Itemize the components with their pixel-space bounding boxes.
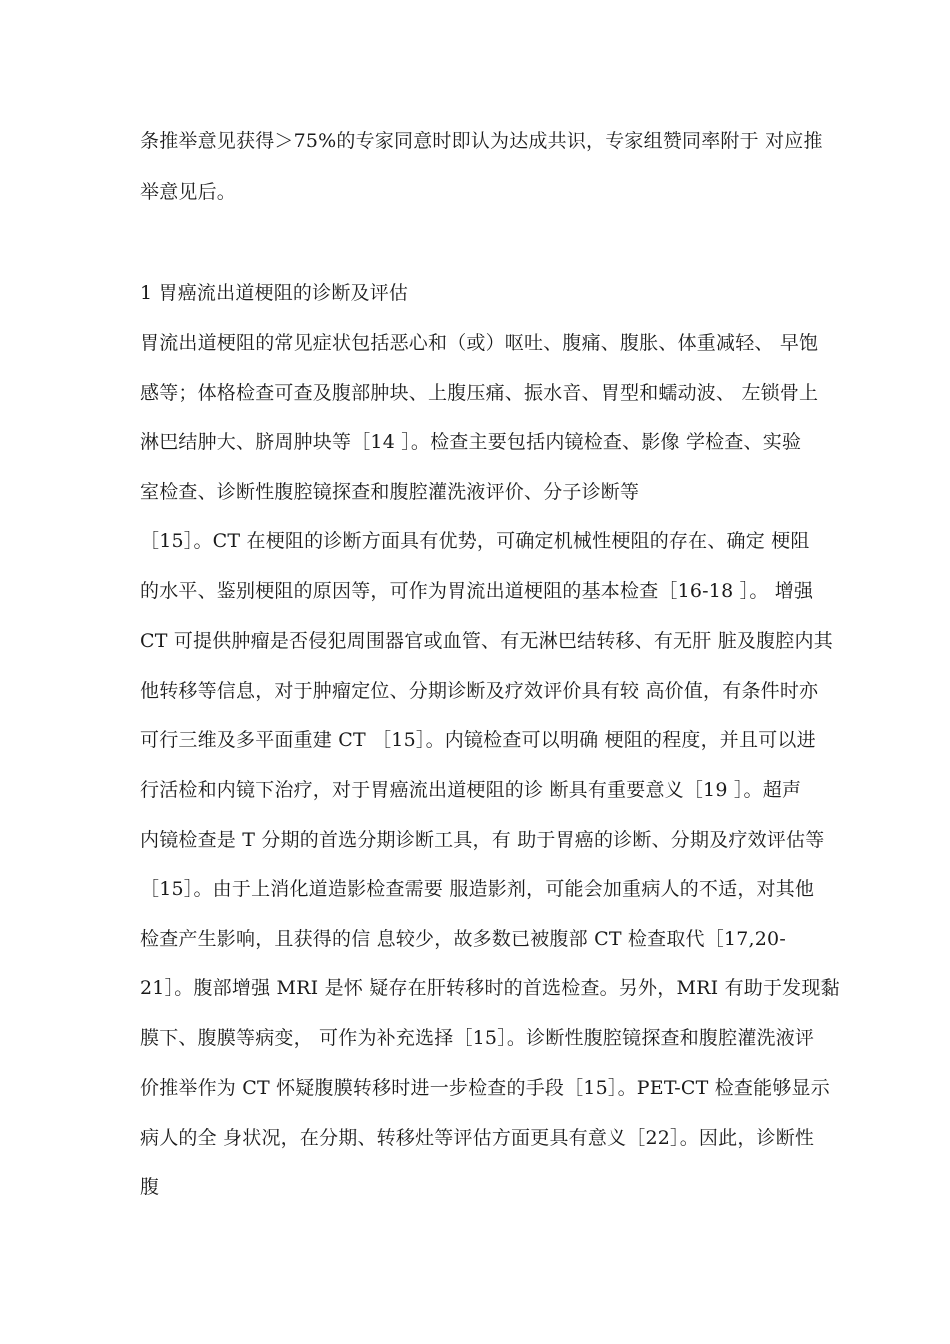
paragraph-line: 他转移等信息，对于肿瘤定位、分期诊断及疗效评价具有较 高价值，有条件时亦	[140, 680, 819, 702]
paragraph-line: 室检查、诊断性腹腔镜探查和腹腔灌洗液评价、分子诊断等	[140, 481, 640, 503]
paragraph-line: 行活检和内镜下治疗，对于胃癌流出道梗阻的诊 断具有重要意义［19 ］。超声	[140, 779, 802, 801]
paragraph-line: ［15］。由于上消化道造影检查需要 服造影剂，可能会加重病人的不适，对其他	[140, 878, 815, 900]
paragraph-line: 病人的全 身状况，在分期、转移灶等评估方面更具有意义［22］。因此，诊断性	[140, 1127, 815, 1149]
paragraph-line: 举意见后。	[140, 181, 237, 203]
paragraph-line: 膜下、腹膜等病变， 可作为补充选择［15］。诊断性腹腔镜探查和腹腔灌洗液评	[140, 1027, 815, 1049]
paragraph-line: 腹	[140, 1176, 160, 1198]
paragraph-line: 的水平、鉴别梗阻的原因等，可作为胃流出道梗阻的基本检查［16-18 ］。 增强	[140, 580, 814, 602]
paragraph-line: 21］。腹部增强 MRI 是怀 疑存在肝转移时的首选检查。另外，MRI 有助于发现黏	[140, 977, 840, 999]
paragraph-line: 条推举意见获得＞75%的专家同意时即认为达成共识，专家组赞同率附于 对应推	[140, 130, 823, 152]
paragraph-line: 可行三维及多平面重建 CT ［15］。内镜检查可以明确 梗阻的程度，并且可以进	[140, 729, 816, 751]
paragraph-line: 内镜检查是 T 分期的首选分期诊断工具，有 助于胃癌的诊断、分期及疗效评估等	[140, 829, 825, 851]
paragraph-line: 胃流出道梗阻的常见症状包括恶心和（或）呕吐、腹痛、腹胀、体重减轻、 早饱	[140, 332, 819, 354]
section-heading: 1 胃癌流出道梗阻的诊断及评估	[140, 282, 409, 304]
paragraph-line: ［15］。CT 在梗阻的诊断方面具有优势，可确定机械性梗阻的存在、确定 梗阻	[140, 530, 810, 552]
paragraph-line: 感等；体格检查可查及腹部肿块、上腹压痛、振水音、胃型和蠕动波、 左锁骨上	[140, 382, 819, 404]
paragraph-line: CT 可提供肿瘤是否侵犯周围器官或血管、有无淋巴结转移、有无肝 脏及腹腔内其	[140, 630, 833, 652]
paragraph-line: 检查产生影响，且获得的信 息较少，故多数已被腹部 CT 检查取代［17,20-	[140, 928, 786, 950]
paragraph-line: 淋巴结肿大、脐周肿块等［14 ］。检查主要包括内镜检查、影像 学检查、实验	[140, 431, 802, 453]
paragraph-line: 价推举作为 CT 怀疑腹膜转移时进一步检查的手段［15］。PET-CT 检查能够显示	[140, 1077, 830, 1099]
